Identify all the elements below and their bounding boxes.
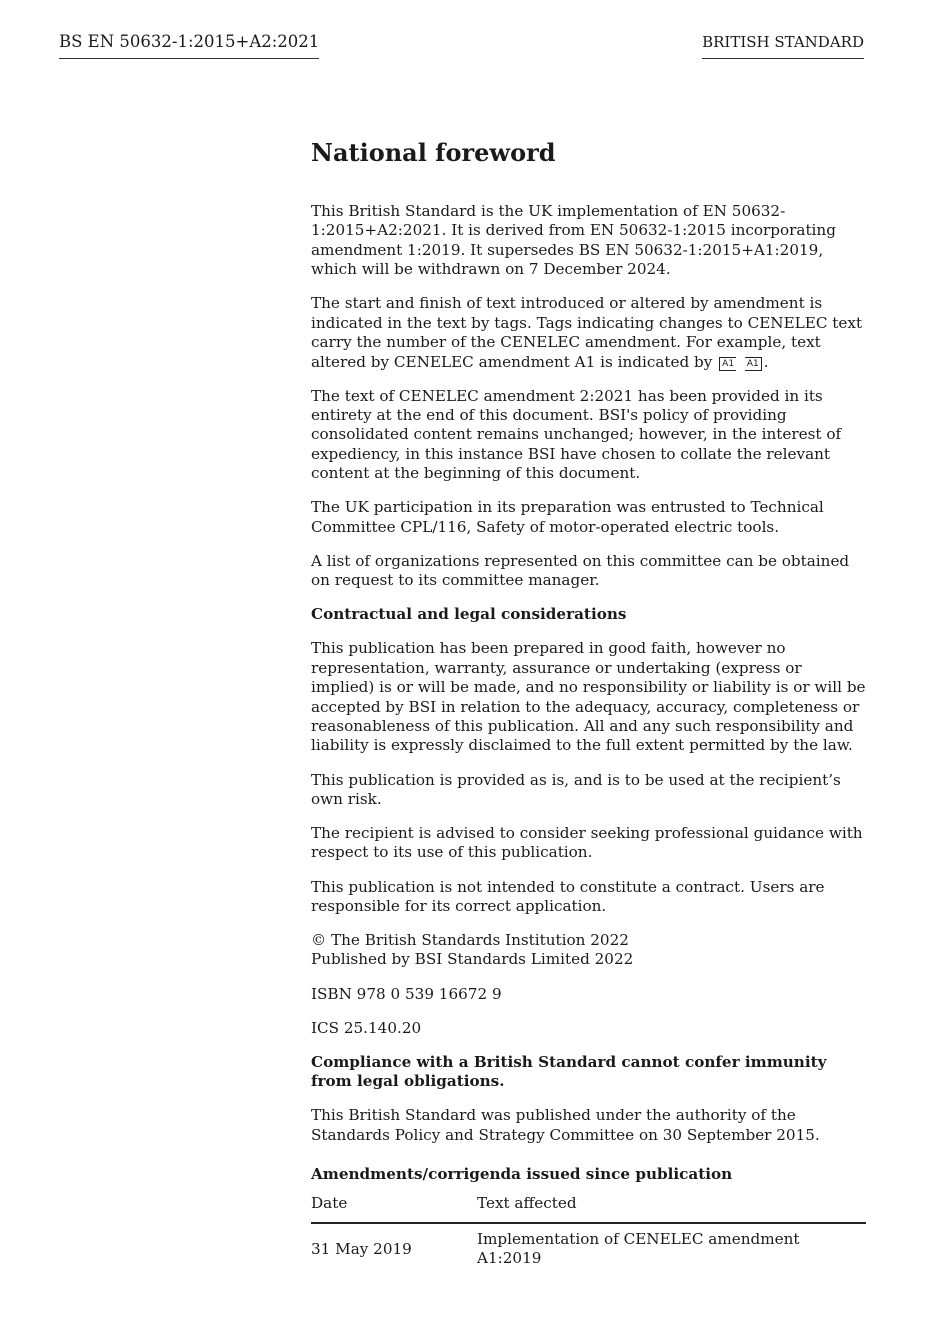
implementation-paragraph: This British Standard is the UK implementation of EN 50632-1:2015+A2:2021. It is derived from EN 50632-1:2015 incorporating amendment 1:2019. It supersedes BS EN 50632-1:2015+A1:2019, which will be withdrawn on 7 December 2024. <box>311 202 836 279</box>
amendment-tags-end: . <box>763 352 769 371</box>
organizations-paragraph: A list of organizations represented on this committee can be obtained on request to its committee manager. <box>311 551 850 590</box>
isbn: ISBN 978 0 539 16672 9 <box>311 984 502 1003</box>
legal-risk-paragraph: This publication is provided as is, and is to be used at the recipient’s own risk. <box>311 770 841 808</box>
table-row <box>311 1223 866 1275</box>
legal-guidance-paragraph: The recipient is advised to consider seeking professional guidance with respect to its use of this publication. <box>311 824 863 862</box>
amendment-date: 31 May 2019 <box>311 1239 412 1258</box>
header-standard-id: BS EN 50632-1:2015+A2:2021 <box>59 31 319 59</box>
amendments-title: Amendments/corrigenda issued since publication <box>311 1165 733 1184</box>
amendment-text-paragraph: The text of CENELEC amendment 2:2021 has been provided in its entirety at the end of this document. BSI's policy of providing consolidated content remains unchanged; however, in the interest of expediency, in this instance BSI have chosen to collate the relevant content at the beginning of this document. <box>311 386 842 483</box>
copyright-block <box>311 931 866 970</box>
header-series-label: BRITISH STANDARD <box>702 31 864 59</box>
authority-paragraph: This British Standard was published under the authority of the Standards Policy and Strategy Committee on 30 September 2015. <box>311 1106 820 1144</box>
legal-contract-paragraph: This publication is not intended to constitute a contract. Users are responsible for its correct application. <box>311 877 825 915</box>
committee-paragraph: The UK participation in its preparation was entrusted to Technical Committee CPL/116, Safety of motor-operated electric tools. <box>311 498 824 536</box>
amendment-tags-text: The start and finish of text introduced or altered by amendment is indicated in the text by tags. Tags indicating changes to CENELEC text carry the number of the CENELEC amendment. For example, text altered by CENELEC amendment A1 is indicated by <box>311 294 863 371</box>
amendments-header-row <box>311 1190 866 1222</box>
page-title: National foreword <box>311 138 556 167</box>
column-header-text-affected: Text affected <box>477 1190 866 1222</box>
legal-disclaimer-paragraph: This publication has been prepared in good faith, however no representation, warranty, assurance or undertaking (express or implied) is or will be made, and no responsibility or liability is or will be accepted by BSI in relation to the adequacy, accuracy, completeness or reasonableness of this publication. All and any such responsibility and liability is expressly disclaimed to the full extent permitted by the law. <box>311 639 866 755</box>
amendment-start-tag: A1 <box>719 357 736 371</box>
amendments-table <box>311 1190 866 1274</box>
ics-code: ICS 25.140.20 <box>311 1018 422 1037</box>
copyright-line: © The British Standards Institution 2022 <box>311 931 629 950</box>
column-header-date: Date <box>311 1190 477 1222</box>
publisher-line: Published by BSI Standards Limited 2022 <box>311 950 634 969</box>
amendment-end-tag: A1 <box>745 357 762 371</box>
foreword-content <box>311 138 866 1275</box>
amendment-tags-paragraph <box>311 294 866 372</box>
compliance-statement: Compliance with a British Standard cannot confer immunity from legal obligations. <box>311 1052 827 1091</box>
legal-heading: Contractual and legal considerations <box>311 605 627 624</box>
amendment-text-affected: Implementation of CENELEC amendment A1:2019 <box>477 1229 800 1268</box>
